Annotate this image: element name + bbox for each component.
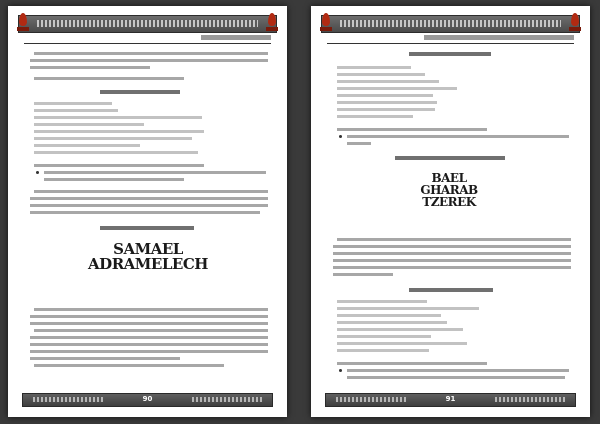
running-header	[321, 15, 580, 33]
flame-icon	[568, 13, 582, 31]
running-header	[18, 15, 277, 33]
quote-line	[337, 101, 437, 104]
quote-line	[337, 115, 413, 118]
section-heading	[395, 156, 505, 160]
flame-icon	[319, 13, 333, 31]
page-footer	[325, 393, 576, 407]
body-text-line	[333, 245, 571, 248]
chapter-header	[327, 34, 574, 44]
quote-line	[337, 73, 425, 76]
body-text-line	[337, 362, 487, 365]
sigil	[68, 242, 228, 272]
quote-line	[34, 123, 144, 126]
list-item-line	[347, 369, 569, 372]
body-text-line	[337, 128, 487, 131]
flame-icon	[265, 13, 279, 31]
section-heading	[100, 90, 180, 94]
body-text-line	[30, 343, 268, 346]
sigil-text-line: ADRAMELECH	[88, 255, 208, 273]
quote-line	[337, 307, 479, 310]
list-item-line	[44, 178, 184, 181]
body-text-line	[30, 322, 268, 325]
body-text-line	[30, 197, 268, 200]
body-text-line	[30, 357, 180, 360]
body-text-line	[30, 211, 260, 214]
quote-line	[34, 130, 204, 133]
section-heading	[100, 226, 194, 230]
sigil-text-line: BAEL	[431, 171, 467, 185]
quote-line	[337, 349, 429, 352]
sigil-text-line: GHARAB	[420, 183, 478, 197]
list-bullet	[36, 171, 39, 174]
body-text-line	[34, 190, 268, 193]
sigil-text-line: TZEREK	[422, 195, 476, 209]
quote-line	[34, 102, 112, 105]
quote-line	[34, 116, 202, 119]
body-text-line	[30, 204, 268, 207]
quote-line	[337, 321, 447, 324]
flame-icon	[16, 13, 30, 31]
quote-line	[34, 137, 192, 140]
body-text-line	[34, 164, 204, 167]
body-text-line	[34, 364, 224, 367]
quote-line	[337, 342, 467, 345]
page-number: 91	[445, 395, 456, 403]
section-heading	[409, 288, 493, 292]
list-bullet	[339, 135, 342, 138]
page-right	[311, 6, 590, 417]
list-bullet	[339, 369, 342, 372]
list-item-line	[347, 135, 569, 138]
list-item-line	[347, 376, 565, 379]
quote-line	[34, 144, 140, 147]
body-text-line	[34, 77, 184, 80]
quote-line	[337, 300, 427, 303]
sigil	[389, 172, 509, 208]
quote-line	[337, 66, 411, 69]
body-text-line	[34, 52, 268, 55]
list-item-line	[44, 171, 266, 174]
quote-line	[337, 328, 463, 331]
body-text-line	[333, 259, 571, 262]
body-text-line	[333, 273, 393, 276]
quote-line	[34, 109, 118, 112]
body-text-line	[337, 238, 571, 241]
body-text-line	[333, 266, 571, 269]
body-text-line	[30, 350, 268, 353]
page-left	[8, 6, 287, 417]
quote-line	[34, 151, 198, 154]
chapter-header	[24, 34, 271, 44]
body-text-line	[30, 59, 268, 62]
quote-line	[337, 80, 439, 83]
body-text-line	[30, 66, 150, 69]
quote-line	[337, 108, 435, 111]
page-number: 90	[142, 395, 153, 403]
body-text-line	[30, 336, 268, 339]
body-text-line	[34, 308, 268, 311]
quote-line	[337, 87, 457, 90]
quote-line	[337, 94, 433, 97]
sigil-text-line: SAMAEL	[113, 240, 183, 258]
body-text-line	[333, 252, 571, 255]
body-text-line	[34, 329, 268, 332]
quote-line	[337, 314, 441, 317]
quote-line	[337, 335, 431, 338]
page-footer	[22, 393, 273, 407]
list-item-line	[347, 142, 371, 145]
section-heading	[409, 52, 491, 56]
body-text-line	[30, 315, 268, 318]
